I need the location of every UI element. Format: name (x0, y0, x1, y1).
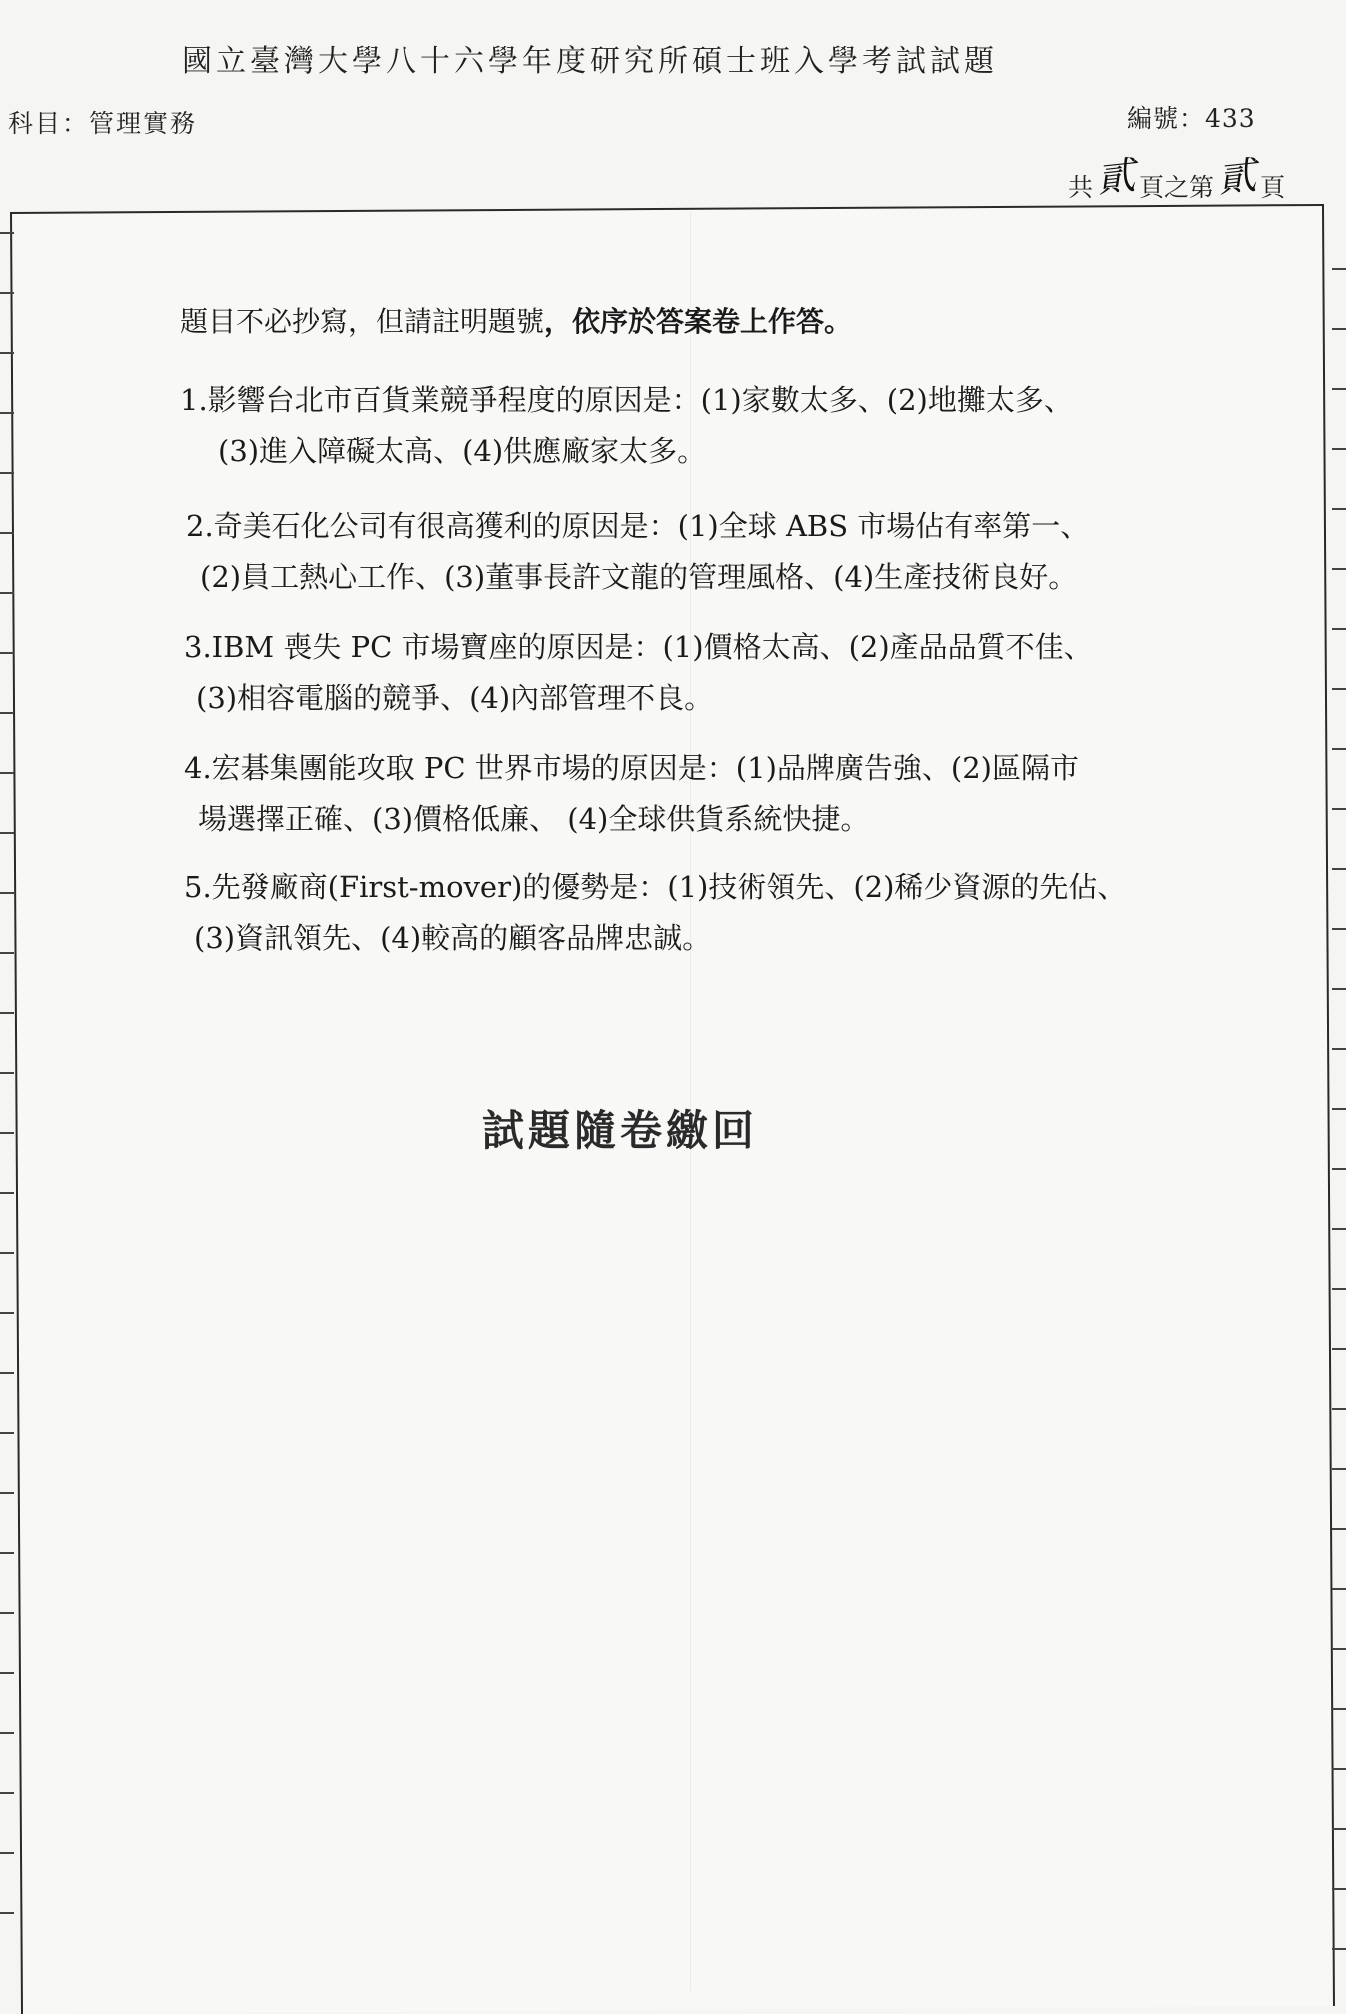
margin-tick (0, 712, 14, 714)
margin-tick (0, 1252, 14, 1254)
margin-tick (1332, 1168, 1346, 1170)
margin-tick (1332, 1768, 1346, 1770)
margin-tick (1332, 1468, 1346, 1470)
margin-tick (1332, 448, 1346, 450)
margin-tick (0, 1072, 14, 1074)
margin-tick (0, 892, 14, 894)
margin-tick (0, 412, 14, 414)
instruction-emphasis: ，依序於答案卷上作答。 (544, 305, 853, 338)
margin-tick (1332, 1828, 1346, 1830)
margin-tick (1332, 1528, 1346, 1530)
margin-tick (1332, 1048, 1346, 1050)
question-line: (3)資訊領先、(4)較高的顧客品牌忠誠。 (194, 921, 712, 955)
subject-label: 科目：管理實務 (8, 109, 198, 138)
margin-tick (1332, 508, 1346, 510)
page-count-middle: 頁之第 (1139, 173, 1215, 202)
question-line: 2.奇美石化公司有很高獲利的原因是：(1)全球 ABS 市場佔有率第一、 (186, 509, 1090, 543)
margin-tick (0, 1912, 14, 1914)
question-line: 場選擇正確、(3)價格低廉、 (4)全球供貨系統快捷。 (198, 802, 870, 836)
margin-tick (1332, 1228, 1346, 1230)
instruction-text: 題目不必抄寫，但請註明題號 (180, 305, 545, 338)
answer-instruction (180, 300, 852, 340)
exam-number: 編號：433 (1127, 104, 1256, 133)
return-notice-stamp: 試題隨卷繳回 (482, 1106, 759, 1155)
margin-tick (0, 1732, 14, 1734)
page-total-handwritten: 貳 (1094, 153, 1137, 201)
margin-tick (1332, 748, 1346, 750)
margin-tick (0, 832, 14, 834)
page-count (1068, 152, 1285, 207)
question-line: 3.IBM 喪失 PC 市場寶座的原因是：(1)價格太高、(2)產品品質不佳、 (184, 630, 1093, 664)
margin-tick (0, 1492, 14, 1494)
margin-tick (0, 292, 14, 294)
margin-tick (1332, 1888, 1346, 1890)
margin-tick (1332, 1588, 1346, 1590)
margin-tick (0, 772, 14, 774)
margin-tick (1332, 1708, 1346, 1710)
margin-tick (1332, 928, 1346, 930)
margin-tick (0, 952, 14, 954)
margin-tick (0, 1132, 14, 1134)
margin-tick (1332, 328, 1346, 330)
page-current-handwritten: 貳 (1215, 153, 1258, 201)
margin-tick (1332, 628, 1346, 630)
margin-tick (1332, 1948, 1346, 1950)
margin-tick (0, 1612, 14, 1614)
margin-tick (1332, 868, 1346, 870)
margin-tick (0, 1372, 14, 1374)
margin-tick (0, 472, 14, 474)
margin-tick (1332, 1288, 1346, 1290)
question-line: (3)進入障礙太高、(4)供應廠家太多。 (218, 434, 707, 468)
margin-tick (0, 1012, 14, 1014)
page-count-prefix: 共 (1068, 173, 1094, 202)
question-5 (184, 870, 1127, 955)
question-1 (180, 383, 1073, 468)
margin-tick (0, 1552, 14, 1554)
margin-tick (0, 352, 14, 354)
margin-tick (0, 1672, 14, 1674)
margin-tick (0, 1192, 14, 1194)
margin-tick (0, 1312, 14, 1314)
margin-tick (0, 652, 14, 654)
margin-tick (1332, 568, 1346, 570)
margin-tick (1332, 1348, 1346, 1350)
question-3 (184, 630, 1093, 715)
margin-tick (1332, 1108, 1346, 1110)
question-line: (2)員工熱心工作、(3)董事長許文龍的管理風格、(4)生產技術良好。 (200, 560, 1078, 594)
margin-tick (1332, 1648, 1346, 1650)
margin-tick (0, 1792, 14, 1794)
margin-tick (1332, 808, 1346, 810)
margin-tick (1332, 268, 1346, 270)
question-line: 4.宏碁集團能攻取 PC 世界市場的原因是：(1)品牌廣告強、(2)區隔市 (184, 751, 1079, 785)
margin-tick (1332, 1408, 1346, 1410)
margin-tick (1332, 988, 1346, 990)
margin-tick (1332, 688, 1346, 690)
margin-tick (1332, 388, 1346, 390)
question-line: 1.影響台北市百貨業競爭程度的原因是：(1)家數太多、(2)地攤太多、 (180, 383, 1073, 417)
question-4 (184, 751, 1079, 836)
margin-tick (0, 532, 14, 534)
margin-tick (0, 232, 14, 234)
margin-tick (0, 592, 14, 594)
margin-tick (0, 1432, 14, 1434)
page-title: 國立臺灣大學八十六學年度研究所碩士班入學考試試題 (182, 44, 998, 79)
question-line: (3)相容電腦的競爭、(4)內部管理不良。 (196, 681, 714, 715)
question-line: 5.先發廠商(First-mover)的優勢是：(1)技術領先、(2)稀少資源的先佔、 (184, 870, 1127, 904)
page-count-suffix: 頁 (1260, 173, 1286, 202)
margin-tick (0, 1852, 14, 1854)
question-2 (186, 509, 1090, 594)
